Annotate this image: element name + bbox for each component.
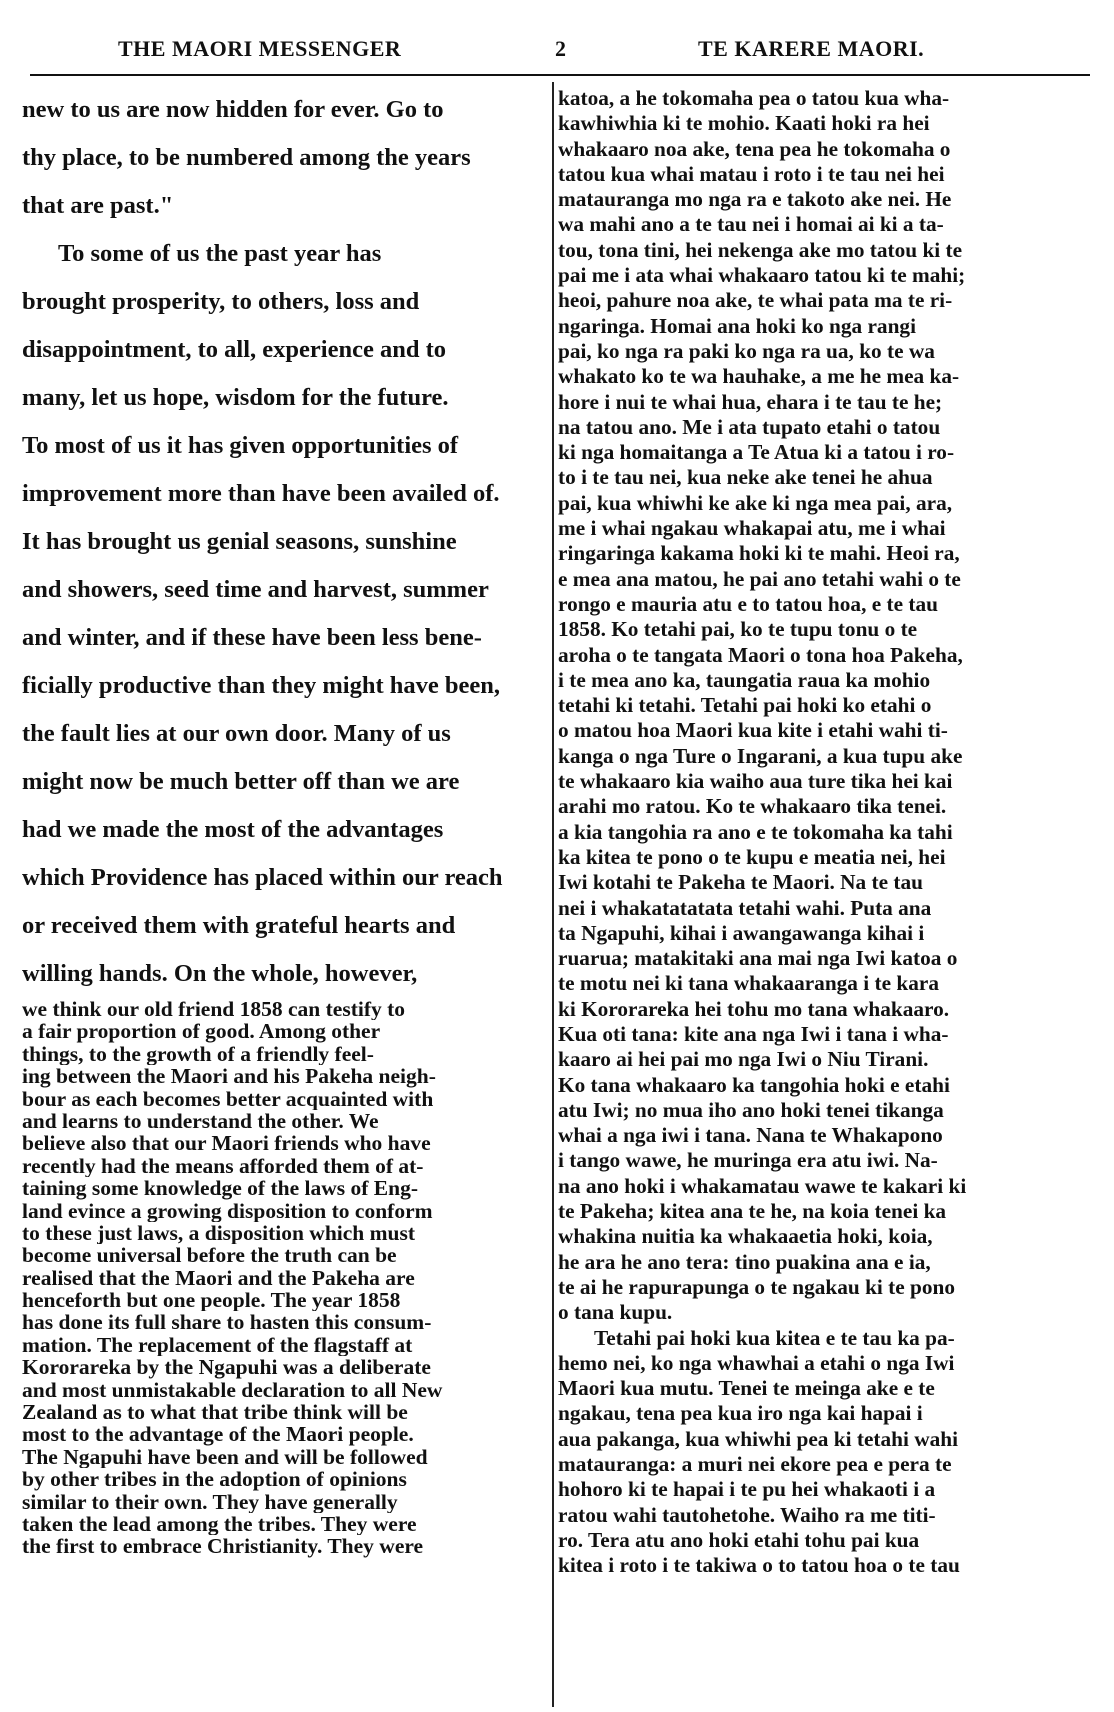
text-line: o matou hoa Maori kua kite i etahi wahi ti-: [558, 718, 948, 743]
text-line: nei i whakatatatata tetahi wahi. Puta ana: [558, 895, 932, 920]
text-line: hemo nei, ko nga whawhai a etahi o nga Iwi: [558, 1350, 955, 1375]
text-line: kawhiwhia ki te mohio. Kaati hoki ra hei: [558, 111, 930, 136]
text-line: improvement more than have been availed of.: [22, 480, 500, 507]
text-line: Kororareka by the Ngapuhi was a deliberate: [22, 1356, 431, 1379]
text-line: atu Iwi; no mua iho ano hoki tenei tikanga: [558, 1097, 944, 1122]
text-line: ngakau, tena pea kua iro nga kai hapai i: [558, 1401, 923, 1426]
text-line: ta Ngapuhi, kihai i awangawanga kihai i: [558, 920, 925, 945]
text-line: a fair proportion of good. Among other: [22, 1020, 381, 1043]
column-divider: [552, 82, 554, 1707]
text-line: pai me i ata whai whakaaro tatou ki te mahi;: [558, 263, 966, 288]
text-line: willing hands. On the whole, however,: [22, 960, 418, 987]
text-line: the fault lies at our own door. Many of us: [22, 720, 451, 747]
text-line: ing between the Maori and his Pakeha neigh-: [22, 1065, 436, 1088]
english-small-type: [22, 998, 546, 1558]
text-line: recently had the means afforded them of at-: [22, 1154, 424, 1178]
text-line: te Pakeha; kitea ana te he, na koia tenei ka: [558, 1199, 947, 1224]
text-line: land evince a growing disposition to conform: [22, 1199, 433, 1222]
text-line: and winter, and if these have been less bene-: [22, 624, 482, 651]
text-line: pai, kua whiwhi ke ake ki nga mea pai, ara,: [558, 490, 953, 515]
text-line: thy place, to be numbered among the years: [22, 144, 471, 171]
text-line: ringaringa kakama hoki ki te mahi. Heoi ra,: [558, 541, 960, 566]
text-line: whakaaro noa ake, tena pea he tokomaha o: [558, 136, 951, 161]
text-line: tatou kua whai matau i roto i te tau nei hei: [558, 161, 945, 186]
text-line: kaaro ai hei pai mo nga Iwi o Niu Tirani.: [558, 1047, 929, 1072]
text-line: Tetahi pai hoki kua kitea e te tau ka pa-: [594, 1325, 955, 1350]
text-line: te ai he rapurapunga o te ngakau ki te pono: [558, 1274, 956, 1299]
text-line: Ko tana whakaaro ka tangohia hoki e etahi: [558, 1072, 950, 1097]
text-line: we think our old friend 1858 can testify to: [22, 998, 406, 1021]
text-line: to i te tau nei, kua neke ake tenei he ahua: [558, 465, 933, 490]
text-line: Maori kua mutu. Tenei te meinga ake e te: [558, 1376, 935, 1401]
text-line: tou, tona tini, hei nekenga ake mo tatou ki te: [558, 237, 963, 262]
text-line: Zealand as to what that tribe think will be: [22, 1401, 408, 1424]
masthead-maori: TE KARERE MAORI.: [698, 36, 925, 61]
text-line: and learns to understand the other. We: [22, 1109, 379, 1133]
text-line: hore i nui te whai hua, ehara i te tau te he;: [558, 389, 943, 414]
text-line: hohoro ki te hapai i te pu hei whakaoti i a: [558, 1477, 936, 1502]
text-line: many, let us hope, wisdom for the future.: [22, 384, 449, 411]
text-line: become universal before the truth can be: [22, 1244, 397, 1267]
masthead-english: THE MAORI MESSENGER: [118, 36, 402, 61]
text-line: 1858. Ko tetahi pai, ko te tupu tonu o te: [558, 617, 918, 642]
text-line: i tango wawe, he muringa era atu iwi. Na-: [558, 1148, 938, 1173]
text-line: brought prosperity, to others, loss and: [22, 288, 420, 315]
text-line: kitea i roto i te takiwa o to tatou hoa o te tau: [558, 1553, 960, 1578]
text-line: na tatou ano. Me i ata tupato etahi o tatou: [558, 414, 941, 439]
text-line: pai, ko nga ra paki ko nga ra ua, ko te wa: [558, 338, 935, 363]
text-line: that are past.": [22, 192, 174, 219]
text-line: whakina nuitia ka whakaaetia hoki, koia,: [558, 1224, 933, 1249]
text-line: rongo e mauria atu e to tatou hoa, e te tau: [558, 591, 938, 616]
english-column: [22, 86, 546, 1706]
text-line: henceforth but one people. The year 1858: [22, 1289, 401, 1312]
text-line: ficially productive than they might have been,: [22, 672, 500, 699]
text-line: aroha o te tangata Maori o tona hoa Pakeha,: [558, 642, 963, 667]
text-line: taken the lead among the tribes. They were: [22, 1512, 417, 1536]
text-line: ngaringa. Homai ana hoki ko nga rangi: [558, 313, 916, 338]
text-line: na ano hoki i whakamatau wawe te kakari ki: [558, 1173, 967, 1198]
text-line: which Providence has placed within our reach: [22, 864, 503, 891]
text-line: It has brought us genial seasons, sunshine: [22, 528, 457, 555]
text-line: matauranga mo nga ra e takoto ake nei. He: [558, 187, 952, 212]
text-line: o tana kupu.: [558, 1300, 673, 1325]
text-line: realised that the Maori and the Pakeha are: [22, 1266, 415, 1290]
text-line: he ara he ano tera: tino puakina ana e ia,: [558, 1249, 931, 1274]
text-line: whai a nga iwi i tana. Nana te Whakapono: [558, 1123, 943, 1148]
text-line: ratou wahi tautohetohe. Waiho ra me titi-: [558, 1502, 936, 1527]
text-line: e mea ana matou, he pai ano tetahi wahi o te: [558, 566, 961, 591]
text-line: te motu nei ki tana whakaaranga i te kara: [558, 971, 939, 996]
text-line: te whakaaro kia waiho aua ture tika hei kai: [558, 769, 953, 794]
text-line: wa mahi ano a te tau nei i homai ai ki a ta-: [558, 212, 944, 237]
text-line: i te mea ano ka, taungatia raua ka mohio: [558, 667, 931, 692]
text-line: tetahi ki tetahi. Tetahi pai hoki ko etahi o: [558, 693, 932, 718]
text-line: things, to the growth of a friendly feel-: [22, 1042, 374, 1066]
text-line: to these just laws, a disposition which must: [22, 1221, 416, 1245]
text-line: by other tribes in the adoption of opinions: [22, 1468, 407, 1491]
text-line: kanga o nga Ture o Ingarani, a kua tupu ake: [558, 743, 963, 768]
text-line: taining some knowledge of the laws of Eng-: [22, 1177, 418, 1200]
text-line: and most unmistakable declaration to all New: [22, 1378, 443, 1402]
text-line: the first to embrace Christianity. They were: [22, 1535, 424, 1558]
text-line: ka kitea te pono o te kupu e meatia nei, hei: [558, 844, 946, 869]
text-line: ki nga homaitanga a Te Atua ki a tatou i ro-: [558, 440, 955, 465]
text-line: new to us are now hidden for ever. Go to: [22, 96, 444, 123]
text-line: me i whai ngakau whakapai atu, me i whai: [558, 516, 946, 541]
text-line: might now be much better off than we are: [22, 768, 460, 795]
text-line: aua pakanga, kua whiwhi pea ki tetahi wahi: [558, 1426, 959, 1451]
text-line: ruarua; matakitaki ana mai nga Iwi katoa o: [558, 946, 958, 971]
text-line: has done its full share to hasten this consum-: [22, 1311, 432, 1334]
text-line: heoi, pahure noa ake, te whai pata ma te ri-: [558, 288, 953, 313]
text-line: Iwi kotahi te Pakeha te Maori. Na te tau: [558, 870, 923, 895]
maori-column: [558, 86, 1084, 1706]
english-large-type: [22, 86, 546, 998]
text-line: mation. The replacement of the flagstaff at: [22, 1333, 413, 1357]
text-line: arahi mo ratou. Ko te whakaaro tika tenei.: [558, 794, 947, 819]
text-line: disappointment, to all, experience and to: [22, 336, 446, 363]
text-line: similar to their own. They have generally: [22, 1490, 398, 1513]
page-header: [0, 0, 1114, 70]
text-line: had we made the most of the advantages: [22, 816, 444, 843]
text-line: ki Kororareka hei tohu mo tana whakaaro.: [558, 996, 950, 1021]
text-line: bour as each becomes better acquainted with: [22, 1087, 434, 1110]
text-line: To some of us the past year has: [58, 240, 382, 267]
header-rule: [30, 74, 1090, 76]
text-line: most to the advantage of the Maori people.: [22, 1423, 414, 1446]
text-line: matauranga: a muri nei ekore pea e pera te: [558, 1452, 952, 1477]
text-line: a kia tangohia ra ano e te tokomaha ka tahi: [558, 819, 953, 844]
text-line: To most of us it has given opportunities of: [22, 432, 459, 459]
text-line: believe also that our Maori friends who have: [22, 1132, 431, 1155]
text-line: and showers, seed time and harvest, summer: [22, 576, 489, 603]
text-line: Kua oti tana: kite ana nga Iwi i tana i wha-: [558, 1021, 949, 1046]
text-line: ro. Tera atu ano hoki etahi tohu pai kua: [558, 1527, 920, 1552]
text-line: katoa, a he tokomaha pea o tatou kua wha-: [558, 86, 950, 110]
text-line: whakato ko te wa hauhake, a me he mea ka-: [558, 364, 960, 389]
text-line: or received them with grateful hearts and: [22, 912, 456, 939]
page-number: 2: [555, 36, 567, 61]
text-line: The Ngapuhi have been and will be followed: [22, 1445, 428, 1469]
